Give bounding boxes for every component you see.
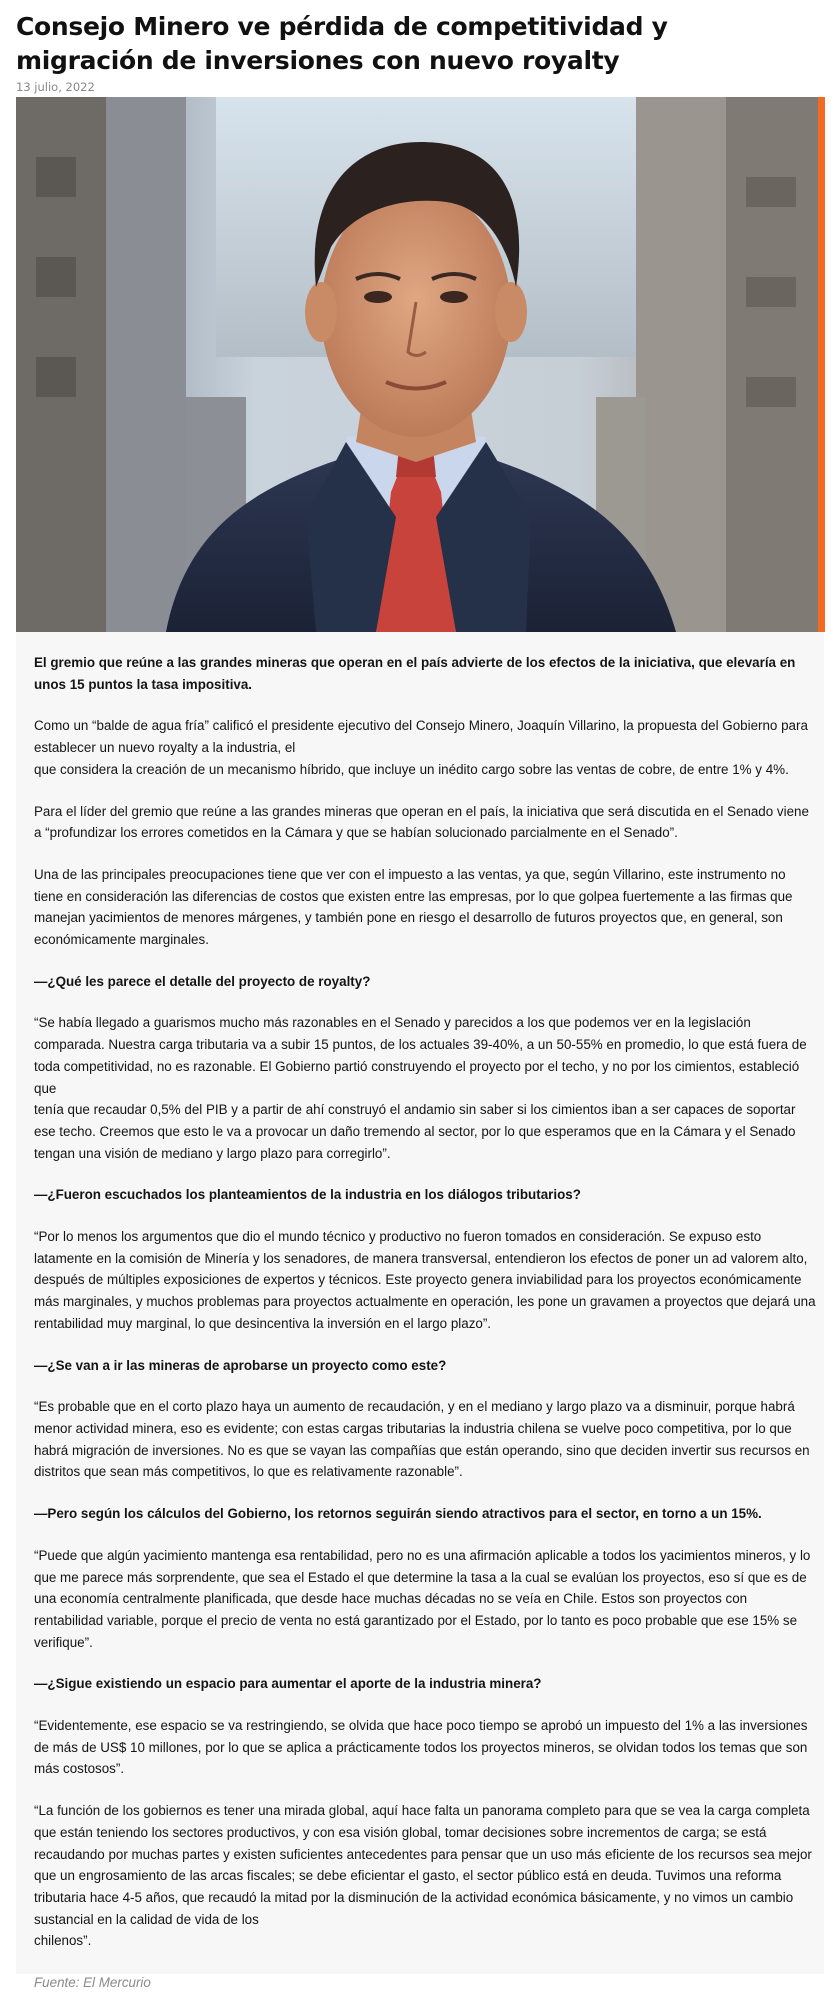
article-source: Fuente: El Mercurio <box>34 1975 151 1991</box>
paragraph-line: tenía que recaudar 0,5% del PIB y a partir de ahí construyó el andamio sin saber si los cimientos iban a ser capaces de soportar ese techo. Creemos que esto le va a provocar un daño tremendo al sector, por lo que esperamos que en la Cámara y el Senado tengan una visión de mediano y largo plazo para corregirlo”. <box>34 1102 796 1161</box>
article-photo <box>16 97 818 632</box>
paragraph-line: que considera la creación de un mecanismo híbrido, que incluye un inédito cargo sobre las ventas de cobre, de entre 1% y 4%. <box>34 761 789 777</box>
interview-answer: “Es probable que en el corto plazo haya un aumento de recaudación, y en el mediano y largo plazo va a disminuir, porque habrá menor actividad minera, eso es evidente; con estas cargas tributarias la industria chilena se vuelve poco competitiva, por lo que habrá migración de inversiones. No es que se vayan las compañías que están operando, sino que deciden invertir sus recursos en distritos que sean más competitivos, lo que es relativamente razonable”. <box>34 1399 810 1480</box>
portrait-photo-icon <box>16 97 818 632</box>
interview-question: —¿Sigue existiendo un espacio para aumentar el aporte de la industria minera? <box>34 1676 542 1692</box>
paragraph <box>34 715 818 780</box>
article-body <box>16 632 824 1991</box>
paragraph-line: “La función de los gobiernos es tener una mirada global, aquí hace falta un panorama completo para que se vea la carga completa que están teniendo los sectores productivos, y con esa visión global, tomar decisiones sobre incrementos de carga; se está recaudando por muchas partes y existen suficientes antecedentes para pensar que un uso más eficiente de los recursos sea mejor que un engrosamiento de las arcas fiscales; se debe eficientar el gasto, el sector público está en deuda. Tuvimos una reforma tributaria hace 4-5 años, que recaudó la mitad por la disminución de la actividad económica básicamente, y no vimos un cambio sustancial en la calidad de vida de los <box>34 1803 812 1927</box>
interview-answer <box>34 1800 818 1952</box>
interview-answer: “Evidentemente, ese espacio se va restringiendo, se olvida que hace poco tiempo se aprobó un impuesto del 1% a las inversiones de más de US$ 10 millones, por lo que se aplica a prácticamente todos los proyectos mineros, se olvidan todos los temas que son más costosos”. <box>34 1718 808 1777</box>
interview-answer <box>34 1012 818 1164</box>
orange-accent-bar <box>818 97 825 632</box>
paragraph-line: “Se había llegado a guarismos mucho más razonables en el Senado y parecidos a los que podemos ver en la legislación comparada. Nuestra carga tributaria va a subir 15 puntos, de los actuales 39-40%, a un 50-55% en promedio, lo que está fuera de toda competitividad, no es razonable. El Gobierno partió construyendo el proyecto por el techo, y no por los cimientos, estableció que <box>34 1015 807 1096</box>
article-date: 13 julio, 2022 <box>16 80 95 94</box>
article-lead: El gremio que reúne a las grandes mineras que operan en el país advierte de los efectos de la iniciativa, que elevaría en unos 15 puntos la tasa impositiva. <box>34 655 796 692</box>
interview-answer: “Puede que algún yacimiento mantenga esa rentabilidad, pero no es una afirmación aplicable a todos los yacimientos mineros, y lo que me parece más sorprendente, que sea el Estado el que determine la tasa a la cual se evalúan los proyectos, eso sí que es de una economía centralmente planificada, que desde hace muchas décadas no se veía en Chile. Estos son proyectos con rentabilidad variable, porque el precio de venta no está garantizado por el Estado, por lo tanto es poco probable que ese 15% se verifique”. <box>34 1547 811 1650</box>
paragraph-line: Como un “balde de agua fría” calificó el presidente ejecutivo del Consejo Minero, Joaquín Villarino, la propuesta del Gobierno para establecer un nuevo royalty a la industria, el <box>34 718 808 756</box>
interview-answer: “Por lo menos los argumentos que dio el mundo técnico y productivo no fueron tomados en consideración. Se expuso esto latamente en la comisión de Minería y los senadores, de manera transversal, entendieron los efectos de poner un ad valorem alto, después de múltiples exposiciones de expertos y técnicos. Este proyecto genera inviabilidad para los proyectos económicamente más marginales, y muchos problemas para proyectos actualmente en operación, les pone un gravamen a proyectos que dejará una rentabilidad muy marginal, lo que desincentiva la inversión en el largo plazo”. <box>34 1229 816 1331</box>
paragraph: Para el líder del gremio que reúne a las grandes mineras que operan en el país, la iniciativa que será discutida en el Senado viene a “profundizar los errores cometidos en la Cámara y que se habían solucionado parcialmente en el Senado”. <box>34 803 809 841</box>
article-title: Consejo Minero ve pérdida de competitividad y migración de inversiones con nuevo royalty <box>16 12 668 75</box>
interview-question: —Pero según los cálculos del Gobierno, los retornos seguirán siendo atractivos para el sector, en torno a un 15%. <box>34 1506 762 1522</box>
interview-question: —¿Se van a ir las mineras de aprobarse un proyecto como este? <box>34 1357 447 1373</box>
paragraph-line: chilenos”. <box>34 1933 92 1949</box>
interview-question: —¿Fueron escuchados los planteamientos de la industria en los diálogos tributarios? <box>34 1187 581 1203</box>
paragraph: Una de las principales preocupaciones tiene que ver con el impuesto a las ventas, ya que, según Villarino, este instrumento no tiene en consideración las diferencias de costos que existen entre las empresas, por lo que golpea fuertemente a las firmas que manejan yacimientos de menores márgenes, y también pone en riesgo el desarrollo de futuros proyectos que, en general, son económicamente marginales. <box>34 866 793 948</box>
interview-question: —¿Qué les parece el detalle del proyecto de royalty? <box>34 973 371 989</box>
